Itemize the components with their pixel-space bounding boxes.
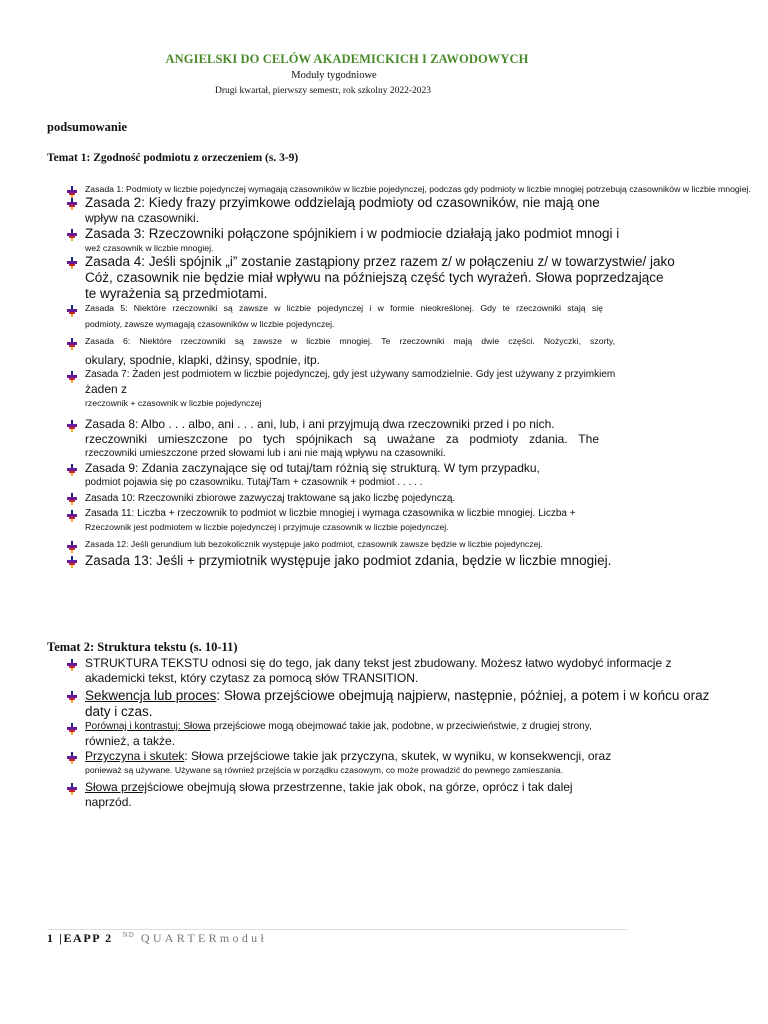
list-item (66, 656, 766, 686)
topic1-heading: Temat 1: Zgodność podmiotu z orzeczeniem (s. 3-9) (47, 152, 299, 164)
item-line: naprzód. (85, 795, 132, 809)
rule-line: Zasada 12: Jeśli gerundium lub bezokolicznik występuje jako podmiot, czasownik zawsze będzie w liczbie pojedynczej. (85, 539, 543, 549)
bullet-icon (66, 690, 78, 702)
document-term: Drugi kwartał, pierwszy semestr, rok szkolny 2022-2023 (215, 86, 431, 96)
page-footer (47, 931, 267, 946)
bullet-icon (66, 370, 78, 382)
rule-line: Zasada 1: Podmioty w liczbie pojedynczej wymagają czasowników w liczbie pojedynczej, podczas gdy podmioty w liczbie mnogiej potrzebują czasowników w liczbie mnogiej. (85, 184, 751, 194)
item-line: przejściowe mogą obejmować takie jak, podobne, w przeciwieństwie, z drugiej strony, (210, 721, 592, 732)
list-item (66, 195, 766, 226)
rule-line: wpływ na czasowniki. (85, 211, 200, 225)
item-line: STRUKTURA TEKSTU odnosi się do tego, jak dany tekst jest zbudowany. Możesz łatwo wydobyć informacje z (85, 656, 672, 670)
rule-line: podmiot pojawia się po czasowniku. Tutaj/Tam + czasownik + podmiot . . . . . (85, 477, 423, 488)
summary-heading: podsumowanie (47, 120, 127, 134)
rule-line: Zasada 3: Rzeczowniki połączone spójnikiem i w podmiocie działają jako podmiot mnogi i (85, 226, 620, 241)
course-code: EAPP 2 (63, 931, 113, 945)
bullet-icon (66, 228, 78, 240)
list-item (66, 417, 766, 461)
rule-line: Zasada 2: Kiedy frazy przyimkowe oddzielają podmioty od czasowników, nie mają one (85, 195, 600, 210)
rule-line: podmioty, zawsze wymagają czasowników w liczbie pojedynczej. (85, 319, 335, 329)
list-item (66, 368, 766, 409)
rule-line: Zasada 13: Jeśli + przymiotnik występuje jako podmiot zdania, będzie w liczbie mnogiej. (85, 553, 612, 568)
bullet-icon (66, 419, 78, 431)
item-line: akademicki tekst, który czytasz za pomocą słów TRANSITION. (85, 671, 419, 685)
item-lead: Przyczyna i skutek (85, 749, 185, 763)
rule-line: weź czasownik w liczbie mnogiej. (85, 243, 214, 253)
rule-line: rzeczowniki umieszczone po tych spójnikach są uważane za podmioty zdania. The (85, 432, 599, 446)
item-line: ponieważ są używane. Używane są również przejścia w porządku czasowym, co może prowadzić do pewnego zamieszania. (85, 765, 564, 775)
rule-line: Zasada 6: Niektóre rzeczowniki są zawsze w liczbie mnogiej. Te rzeczowniki mają dwie części. Nożyczki, szorty, (85, 336, 615, 346)
footer-divider (47, 929, 627, 930)
list-item (66, 461, 766, 490)
bullet-icon (66, 722, 78, 734)
list-item (66, 780, 766, 810)
bullet-icon (66, 540, 78, 552)
item-line: daty i czas. (85, 704, 153, 719)
item-lead: Słowa przej (85, 780, 148, 794)
item-lead: Porównaj i kontrastuj: Słowa (85, 721, 211, 732)
rule-line: Zasada 4: Jeśli spójnik „i” zostanie zastąpiony przez razem z/ w połączeniu z/ w towarzystwie/ jako (85, 254, 675, 269)
list-item (66, 302, 766, 330)
bullet-icon (66, 256, 78, 268)
bullet-icon (66, 304, 78, 316)
bullet-icon (66, 509, 78, 521)
topic2-item-list (66, 656, 766, 810)
ordinal-suffix: ND (122, 931, 135, 939)
bullet-icon (66, 337, 78, 349)
bullet-icon (66, 782, 78, 794)
list-item (66, 720, 766, 749)
rule-line: rzeczownik + czasownik w liczbie pojedynczej (85, 398, 262, 408)
page-number: 1 | (47, 931, 64, 945)
item-lead: Sekwencja lub proces (85, 688, 217, 703)
document-title: ANGIELSKI DO CELÓW AKADEMICKICH I ZAWODOWYCH (165, 52, 529, 66)
bullet-icon (66, 197, 78, 209)
rule-line: Zasada 9: Zdania zaczynające się od tutaj/tam różnią się strukturą. W tym przypadku, (85, 461, 540, 475)
rule-line: Zasada 5: Niektóre rzeczowniki są zawsze w liczbie pojedynczej i w formie nieokreślonej. Gdy te rzeczowniki stają się (85, 303, 603, 313)
rule-line: okulary, spodnie, klapki, dżinsy, spodnie, itp. (85, 353, 321, 367)
rule-line: te wyrażenia są przedmiotami. (85, 286, 268, 301)
list-item (66, 490, 766, 507)
item-line: również, a także. (85, 734, 176, 748)
rule-line: Rzeczownik jest podmiotem w liczbie pojedynczej i przyjmuje czasownik w liczbie pojedynczej. (85, 522, 449, 532)
rule-line: Zasada 7: Żaden jest podmiotem w liczbie pojedynczej, gdy jest używany samodzielnie. Gdy jest używany z przyimkiem (85, 369, 616, 380)
list-item (66, 254, 766, 302)
list-item (66, 183, 766, 195)
footer-label: QUARTERmoduł (140, 931, 268, 945)
list-item (66, 688, 766, 720)
topic2-heading: Temat 2: Struktura tekstu (s. 10-11) (47, 640, 238, 654)
item-line: ściowe obejmują słowa przestrzenne, takie jak obok, na górze, oprócz i tak dalej (147, 780, 573, 794)
bullet-icon (66, 463, 78, 475)
bullet-icon (66, 492, 78, 504)
rule-line: Zasada 11: Liczba + rzeczownik to podmiot w liczbie mnogiej i wymaga czasownika w liczbie mnogiej. Liczba + (85, 508, 576, 519)
document-subtitle: Moduły tygodniowe (291, 70, 377, 81)
rule-line: Zasada 10: Rzeczowniki zbiorowe zazwyczaj traktowane są jako liczbę pojedynczą. (85, 493, 456, 504)
rule-line: Zasada 8: Albo . . . albo, ani . . . ani, lub, i ani przyjmują dwa rzeczowniki przed i po nich. (85, 417, 555, 431)
list-item (66, 335, 766, 368)
rule-line: żaden z (85, 382, 128, 396)
item-line: : Słowa przejściowe obejmują najpierw, następnie, później, a potem i w końcu oraz (216, 688, 710, 703)
rule-line: Cóż, czasownik nie będzie miał wpływu na późniejszą część tych wyrażeń. Słowa poprzedzające (85, 270, 664, 285)
bullet-icon (66, 658, 78, 670)
list-item (66, 749, 766, 776)
list-item (66, 553, 766, 569)
rule-line: rzeczowniki umieszczone przed słowami lub i ani nie mają wpływu na czasowniki. (85, 448, 446, 459)
item-line: : Słowa przejściowe takie jak przyczyna, skutek, w wyniku, w konsekwencji, oraz (184, 749, 612, 763)
topic1-rule-list (66, 183, 766, 569)
list-item (66, 226, 766, 254)
list-item (66, 538, 766, 550)
bullet-icon (66, 555, 78, 567)
list-item (66, 507, 766, 533)
bullet-icon (66, 751, 78, 763)
